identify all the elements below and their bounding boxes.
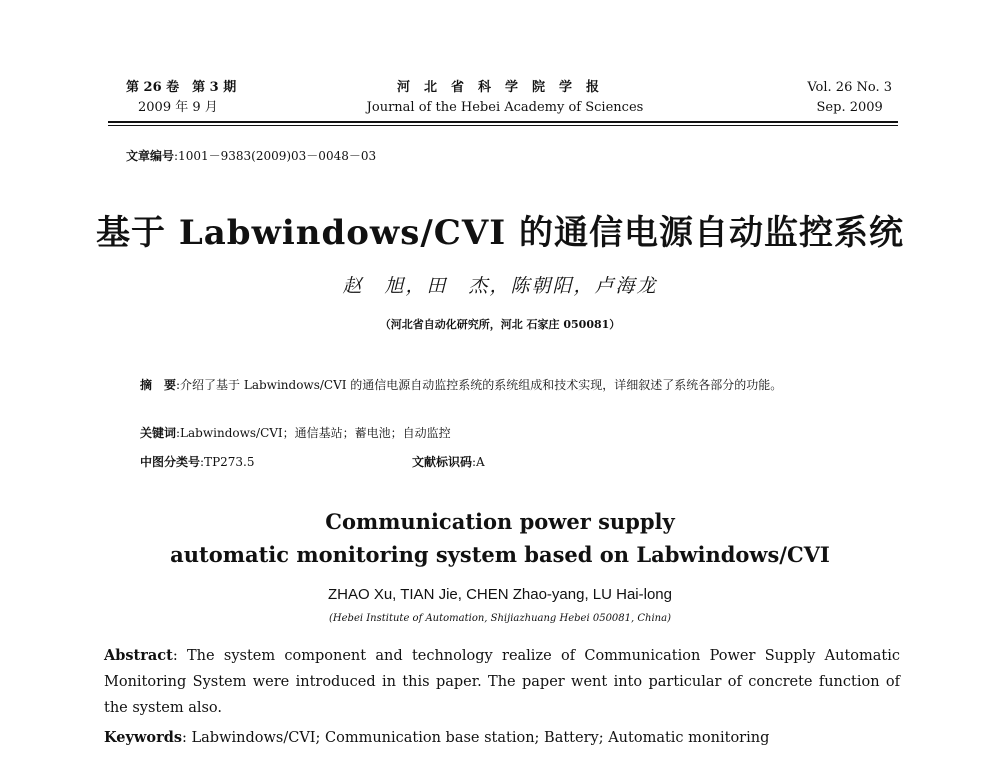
volume-issue-cn: 第 26 卷 第 3 期 bbox=[126, 80, 237, 95]
header-center bbox=[360, 78, 650, 118]
paper-title-en bbox=[0, 505, 1000, 571]
keywords-cn bbox=[140, 424, 451, 441]
keywords-en bbox=[104, 729, 900, 746]
abstract-en bbox=[104, 643, 900, 721]
abstract-cn-label: 摘 要 bbox=[140, 378, 177, 392]
date-en: Sep. 2009 bbox=[816, 100, 883, 115]
keywords-en-label: Keywords bbox=[104, 729, 183, 746]
article-number bbox=[126, 147, 376, 164]
keywords-en-text: : Labwindows/CVI; Communication base station; Battery; Automatic monitoring bbox=[182, 730, 770, 746]
authors-cn: 赵 旭，田 杰，陈朝阳，卢海龙 bbox=[342, 275, 658, 297]
article-number-label: 文章编号 bbox=[126, 149, 175, 163]
document-code-cn bbox=[412, 453, 485, 470]
paper-title-cn: 基于 Labwindows/CVI 的通信电源自动监控系统 bbox=[96, 213, 904, 253]
journal-title-cn: 河北省科学院学报 bbox=[396, 80, 613, 95]
keywords-cn-text: :Labwindows/CVI；通信基站；蓄电池；自动监控 bbox=[176, 426, 451, 440]
paper-title-en-line1: Communication power supply bbox=[325, 509, 675, 534]
volume-issue-en: Vol. 26 No. 3 bbox=[807, 80, 892, 95]
abstract-cn-text: :介绍了基于 Labwindows/CVI 的通信电源自动监控系统的系统组成和技术实现，详细叙述了系统各部分的功能。 bbox=[176, 378, 783, 392]
classification-cn bbox=[140, 453, 255, 470]
keywords-cn-label: 关键词 bbox=[140, 426, 177, 440]
document-code-cn-label: 文献标识码 bbox=[412, 455, 473, 469]
header-rule-thin bbox=[108, 125, 898, 126]
classification-cn-value: :TP273.5 bbox=[200, 455, 255, 469]
paper-title-en-line2: automatic monitoring system based on Labwindows/CVI bbox=[170, 542, 830, 567]
document-code-cn-value: :A bbox=[472, 455, 485, 469]
journal-title-en: Journal of the Hebei Academy of Sciences bbox=[366, 100, 644, 115]
abstract-en-text: : The system component and technology realize of Communication Power Supply Automatic Monitoring System were introduced in this paper. The paper went into particular of concrete function of the system also. bbox=[104, 648, 900, 716]
authors-en: ZHAO Xu, TIAN Jie, CHEN Zhao-yang, LU Hai-long bbox=[327, 586, 672, 603]
header-rule-thick bbox=[108, 121, 898, 123]
article-number-value: :1001－9383(2009)03－0048－03 bbox=[174, 149, 377, 163]
abstract-en-label: Abstract bbox=[104, 647, 173, 664]
affiliation-en: (Hebei Institute of Automation, Shijiazhuang Hebei 050081, China) bbox=[329, 613, 671, 624]
classification-cn-label: 中图分类号 bbox=[140, 455, 201, 469]
affiliation-cn: （河北省自动化研究所，河北 石家庄 050081） bbox=[379, 318, 621, 331]
abstract-cn bbox=[140, 372, 900, 398]
header-right bbox=[807, 78, 892, 118]
header-left bbox=[126, 78, 236, 118]
date-cn: 2009 年 9 月 bbox=[138, 100, 218, 115]
